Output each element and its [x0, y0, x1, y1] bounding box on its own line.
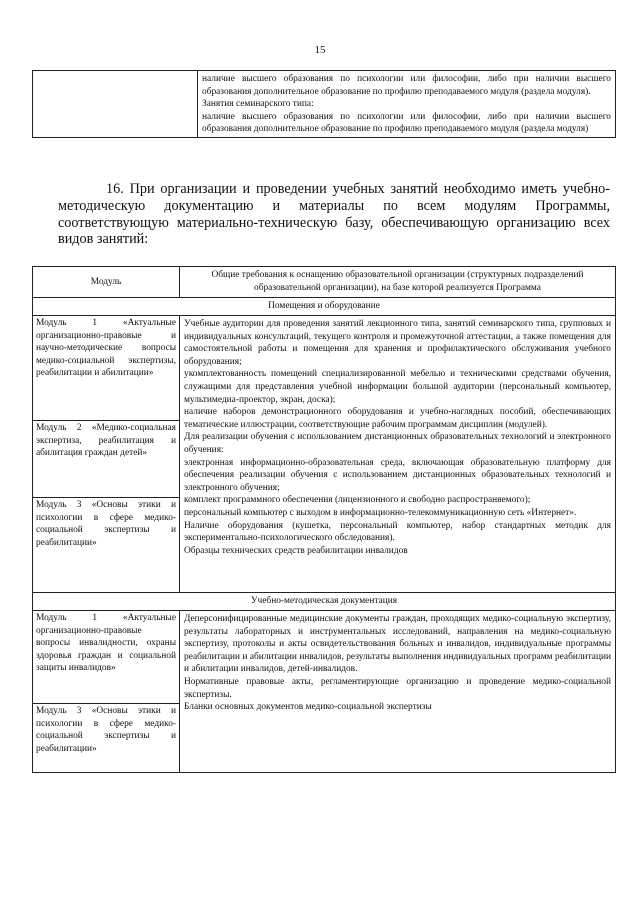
continuation-requirements-cell: [198, 71, 616, 138]
continuation-line: наличие высшего образования по психологии или философии, либо при наличии высшего образования дополнительное образование по профилю преподаваемого модуля (раздела модуля): [202, 111, 611, 135]
requirement-line: комплект программного обеспечения (лицензионного и свободно распространяемого);: [184, 495, 531, 506]
header-requirements: Общие требования к оснащению образовательной организации (структурных подразделений образовательной организации), на базе которой реализуется Программа: [180, 267, 616, 298]
continuation-line: Занятия семинарского типа:: [202, 99, 314, 110]
section-title-premises: Помещения и оборудование: [33, 298, 616, 316]
module-cell: Модуль 2 «Медико-социальная экспертиза, реабилитация и абилитация граждан детей»: [33, 421, 180, 498]
requirement-line: Наличие оборудования (кушетка, персональный компьютер, набор стандартных методик для экспериментально-психологического обследования).: [184, 520, 611, 544]
equipment-table: [32, 266, 616, 773]
requirement-line: наличие наборов демонстрационного оборудования и учебно-наглядных пособий, обеспечивающих тематические иллюстрации, соответствующие рабочим программам дисциплин (модулей).: [184, 407, 611, 430]
module-cell: Модуль 3 «Основы этики и психологии в сфере медико-социальной экспертизы и реабилитации»: [33, 704, 180, 773]
requirement-line: Деперсонифицированные медицинские документы граждан, проходящих медико-социальную экспертизу, результаты лабораторных и инструментальных исследований, направления на медико-социальную экспертизу, протоколы и акты освидетельствования больных и инвалидов, индивидуальные программы реабилитации и абилитации инвалидов, результаты выполнения индивидуальных программ реабилитации и абилитации инвалидов, детей-инвалидов.: [184, 614, 611, 675]
section-title-docs: Учебно-методическая документация: [33, 593, 616, 611]
requirement-line: Для реализации обучения с использованием дистанционных образовательных технологий и электронного обучения:: [184, 432, 611, 455]
header-module: Модуль: [33, 267, 180, 298]
requirement-line: Учебные аудитории для проведения занятий лекционного типа, занятий семинарского типа, групповых и индивидуальных консультаций, текущего контроля и промежуточной аттестации, а также помещения для самостоятельной работы и помещения для хранения и профилактического обслуживания учебного оборудования;: [184, 319, 611, 367]
requirement-line: персональный компьютер с выходом в информационно-телекоммуникационную сеть «Интернет».: [184, 507, 577, 518]
continuation-table: [32, 70, 616, 138]
module-cell: Модуль 1 «Актуальные организационно-правовые и научно-методические вопросы медико-социальной экспертизы, реабилитации и абилитации»: [33, 316, 180, 421]
requirement-line: укомплектованность помещений специализированной мебелью и техническими средствами обучения, служащими для представления учебной информации большой аудитории (персональный компьютер, мультимедиа-проектор, экран, доска);: [184, 369, 611, 405]
continuation-line: наличие высшего образования по психологии или философии, либо при наличии высшего образования дополнительное образование по профилю преподаваемого модуля (раздела модуля).: [202, 74, 611, 97]
module-cell: Модуль 3 «Основы этики и психологии в сфере медико-социальной экспертизы и реабилитации»: [33, 498, 180, 593]
requirements-cell-docs: [180, 611, 616, 773]
requirement-line: электронная информационно-образовательная среда, включающая образовательную платформу для обеспечения реализации обучения с использованием дистанционных образовательных технологий и электронного обучения;: [184, 457, 611, 493]
requirement-line: Нормативные правовые акты, регламентирующие организацию и проведение медико-социальной экспертизы.: [184, 676, 611, 700]
requirement-line: Бланки основных документов медико-социальной экспертизы: [184, 702, 432, 713]
requirements-cell-premises: [180, 316, 616, 593]
continuation-empty-cell: [33, 71, 198, 138]
requirement-line: Образцы технических средств реабилитации инвалидов: [184, 545, 408, 556]
page-number: 15: [314, 44, 326, 56]
module-cell: Модуль 1 «Актуальные организационно-правовые вопросы инвалидности, охраны здоровья граждан и социальной защиты инвалидов»: [33, 611, 180, 704]
paragraph-16: 16. При организации и проведении учебных занятий необходимо иметь учебно-методическую документацию и материалы по всем модулям Программы, соответствующую материально-техническую базу, обеспечивающую организацию всех видов занятий:: [58, 181, 610, 248]
